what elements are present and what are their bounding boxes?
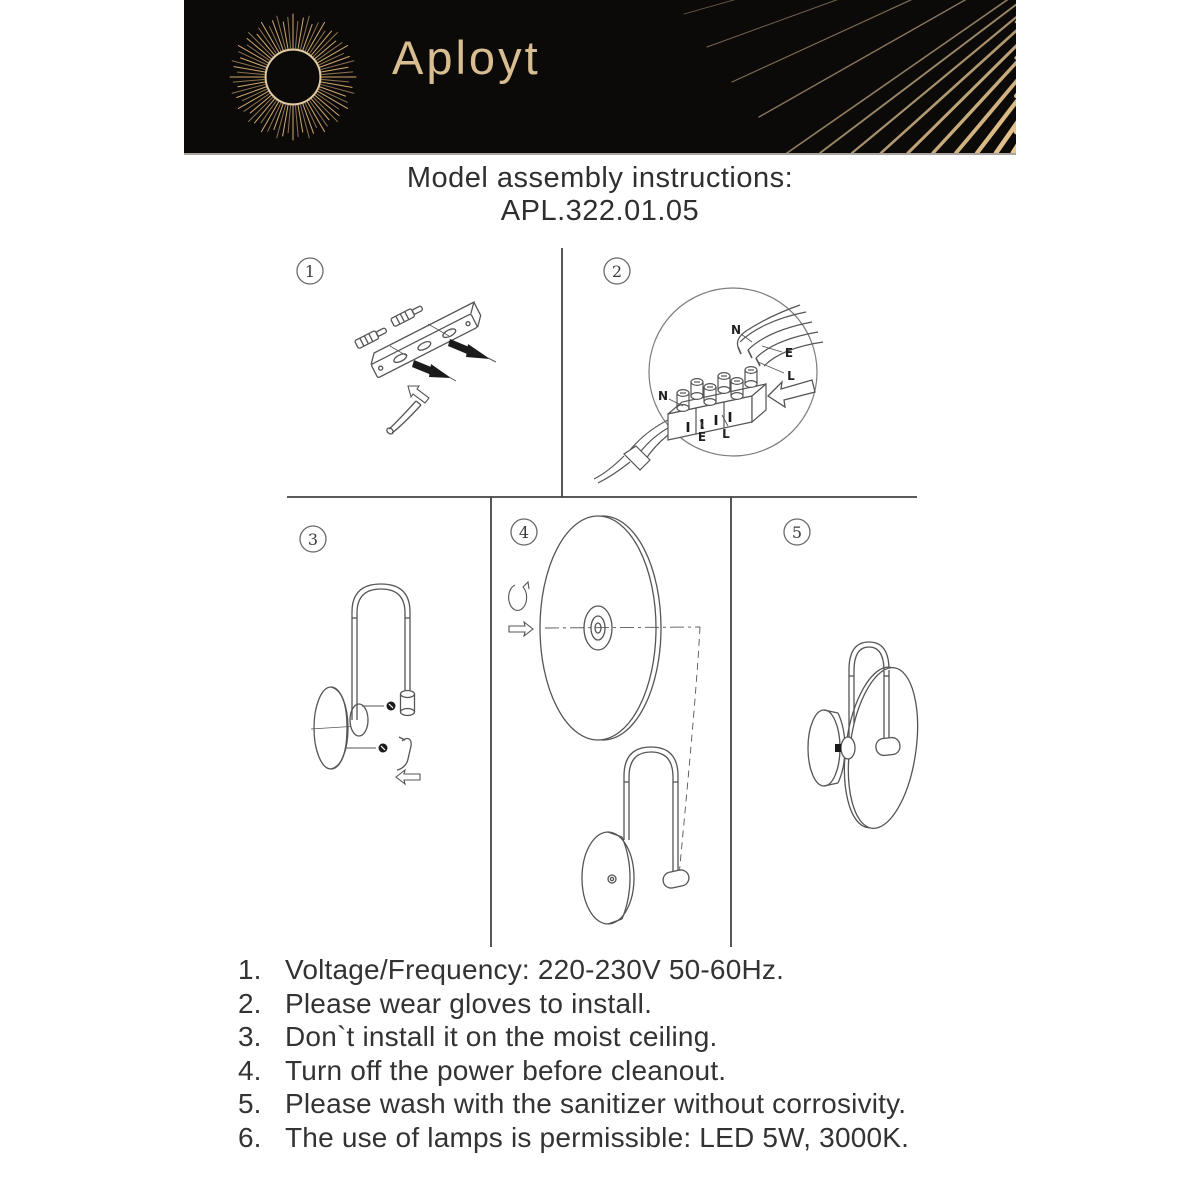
wall-anchor-2 bbox=[354, 326, 387, 349]
screw-arrow-1 bbox=[448, 339, 490, 359]
step-1-number: 1 bbox=[304, 262, 316, 281]
wall-anchor-1 bbox=[390, 304, 423, 327]
list-item bbox=[238, 1054, 1038, 1088]
direction-arrow-icon bbox=[408, 386, 429, 403]
step-4-number: 4 bbox=[518, 523, 530, 542]
panel-5-assembled-art bbox=[808, 642, 927, 833]
item-text: Please wear gloves to install. bbox=[285, 987, 653, 1019]
slide-arrow-icon bbox=[396, 770, 420, 784]
step-5-number: 5 bbox=[791, 523, 803, 542]
step-3-badge bbox=[300, 526, 326, 552]
item-number: 5. bbox=[238, 1088, 262, 1119]
label-n-top: N bbox=[730, 323, 742, 337]
panel-3-arm-art bbox=[311, 584, 420, 784]
insert-arrow-icon bbox=[768, 380, 815, 407]
item-number: 3. bbox=[238, 1021, 262, 1052]
item-text: Turn off the power before cleanout. bbox=[285, 1054, 727, 1086]
step-5-badge bbox=[784, 519, 810, 545]
item-number: 2. bbox=[238, 987, 262, 1019]
item-text: Please wash with the sanitizer without corrosivity. bbox=[285, 1088, 907, 1119]
item-text: The use of lamps is permissible: LED 5W, 3000K. bbox=[285, 1121, 910, 1153]
item-text: Voltage/Frequency: 220-230V 50-60Hz. bbox=[285, 954, 785, 985]
step-1-badge bbox=[297, 258, 323, 284]
list-item bbox=[238, 987, 1038, 1021]
screw-arrow-2 bbox=[412, 360, 451, 378]
step-2-badge bbox=[604, 258, 630, 284]
model-number: APL.322.01.05 bbox=[500, 195, 700, 227]
list-item bbox=[238, 1121, 1038, 1155]
list-item bbox=[238, 953, 1038, 987]
step-3-number: 3 bbox=[307, 530, 319, 549]
item-number: 1. bbox=[238, 954, 262, 985]
push-arrow-icon bbox=[509, 622, 533, 636]
list-item bbox=[238, 1020, 1038, 1054]
instruction-list bbox=[238, 953, 1038, 1154]
step-2-number: 2 bbox=[611, 262, 623, 281]
list-item bbox=[238, 1087, 1038, 1121]
label-e-right: E bbox=[784, 346, 794, 360]
item-number: 6. bbox=[238, 1121, 262, 1153]
item-number: 4. bbox=[238, 1054, 262, 1086]
panel-1-bracket-art bbox=[354, 302, 496, 435]
label-e-bottom: E bbox=[697, 430, 707, 444]
brand-name: Aployt bbox=[392, 31, 541, 84]
label-l-bottom: L bbox=[722, 427, 730, 441]
label-n-left: N bbox=[657, 389, 669, 403]
page-title: Model assembly instructions: bbox=[406, 162, 794, 194]
panel-4-disc-art bbox=[509, 516, 700, 924]
step-4-badge bbox=[511, 519, 537, 545]
label-l-right: L bbox=[787, 369, 795, 383]
item-text: Don`t install it on the moist ceiling. bbox=[285, 1021, 718, 1052]
panel-2-wiring-art bbox=[594, 288, 823, 483]
